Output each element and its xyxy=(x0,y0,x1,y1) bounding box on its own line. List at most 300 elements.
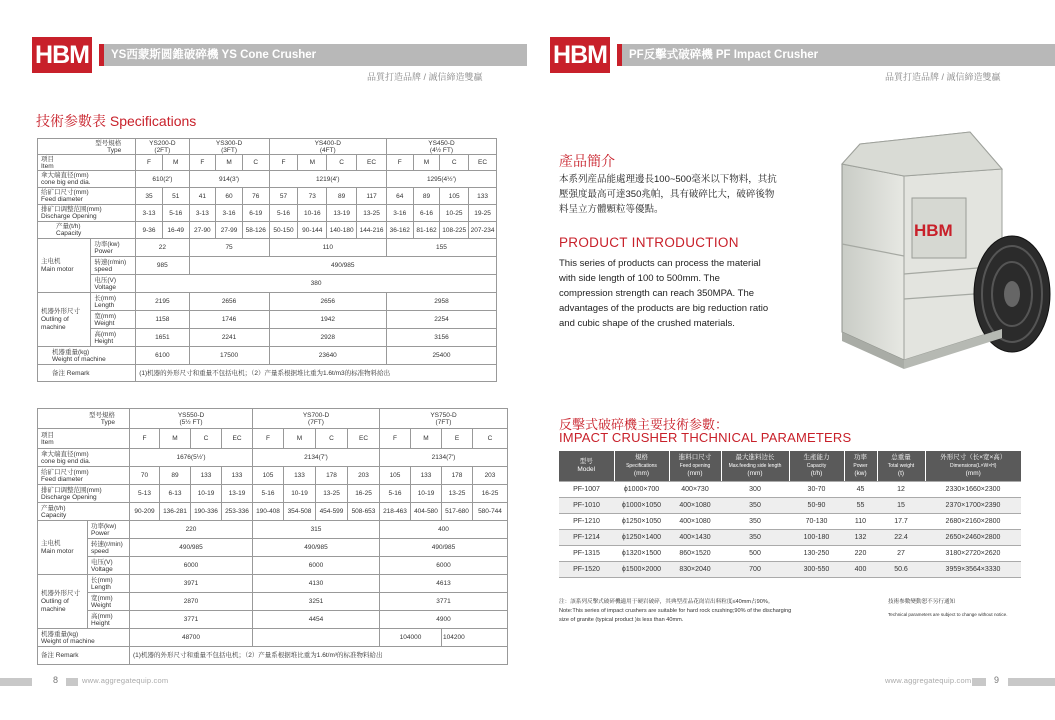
text: 型号規格 xyxy=(95,139,122,147)
table-cell: 55 xyxy=(844,497,877,513)
table-cell: F xyxy=(380,429,411,449)
subtype-row xyxy=(38,155,497,171)
table-cell xyxy=(88,611,130,629)
text: advantages of the products are big reduction ratio xyxy=(559,303,769,314)
table-cell: 454-599 xyxy=(316,503,348,521)
table-cell: C xyxy=(316,429,348,449)
text: Voltage xyxy=(91,565,113,573)
table-cell: 300 xyxy=(721,481,789,497)
text: Capacity xyxy=(56,230,82,237)
text: 机器重量(kg) xyxy=(41,630,79,638)
table-cell: 400×1430 xyxy=(669,529,721,545)
table-row xyxy=(38,311,497,329)
table-cell xyxy=(38,205,136,222)
table-cell: 104000 xyxy=(380,629,442,647)
table-cell: 144-216 xyxy=(357,222,387,239)
text: Discharge Opening xyxy=(41,213,97,220)
table-cell: 220 xyxy=(844,545,877,561)
table-cell: 64 xyxy=(386,188,413,205)
table-cell: ϕ1320×1500 xyxy=(614,545,669,561)
table-cell: 1676(5½') xyxy=(130,449,253,467)
table-cell: ϕ1500×2000 xyxy=(614,561,669,577)
table-cell: 22 xyxy=(136,239,189,257)
table-cell: PF-1520 xyxy=(559,561,614,577)
table-cell: EC xyxy=(222,429,253,449)
table-cell: 3971 xyxy=(130,575,253,593)
text: (t) xyxy=(897,469,905,477)
table-cell: 89 xyxy=(327,188,357,205)
text: Weight xyxy=(91,601,112,609)
table-cell: 517-680 xyxy=(442,503,473,521)
text: with side length of 100 to 500mm. The xyxy=(559,273,720,284)
text: 电压(V) xyxy=(94,276,117,284)
table-cell: 350 xyxy=(721,513,789,529)
text: 本系列産品能處理邊長100~500毫米以下物料，其抗 xyxy=(559,174,777,185)
text: Outling of machine xyxy=(41,315,69,331)
table-cell: 51 xyxy=(162,188,189,205)
text: YS700-D xyxy=(302,411,330,419)
text: 傘大端直径(mm) xyxy=(41,172,89,179)
text: Feed opening xyxy=(679,462,711,469)
table-cell xyxy=(38,429,130,449)
table-row xyxy=(38,575,508,593)
text: 傘大端直径(mm) xyxy=(41,450,89,458)
text: 项目 xyxy=(41,431,54,439)
table-cell: 10-19 xyxy=(191,485,222,503)
table-row xyxy=(38,275,497,293)
text: 排矿口调整范围(mm) xyxy=(41,206,102,213)
header-cell xyxy=(38,139,136,155)
table-cell: 380 xyxy=(136,275,497,293)
text: Power xyxy=(853,462,868,469)
text: 高(mm) xyxy=(94,330,117,338)
website-url[interactable]: www.aggregatequip.com xyxy=(82,676,169,685)
table-row xyxy=(559,529,1021,545)
table-cell: 300-550 xyxy=(789,561,844,577)
table-cell: 490/985 xyxy=(130,539,253,557)
text: Max.feeding side length xyxy=(728,462,782,469)
table-cell: 10-25 xyxy=(440,205,469,222)
table-cell: PF-1007 xyxy=(559,481,614,497)
table-cell: 90-209 xyxy=(130,503,160,521)
text: (mm) xyxy=(687,469,703,477)
table-cell: 700 xyxy=(721,561,789,577)
table-cell xyxy=(559,451,614,481)
table-cell: 16-25 xyxy=(473,485,508,503)
table-cell: 400×1080 xyxy=(669,497,721,513)
table-row xyxy=(38,409,508,429)
table-cell: 2330×1660×2300 xyxy=(925,481,1021,497)
table-cell xyxy=(38,171,136,188)
text: Capacity xyxy=(41,511,67,519)
table-cell: 2134(7') xyxy=(380,449,508,467)
table-cell xyxy=(38,449,130,467)
spec-title: 技術参數表 Specifications xyxy=(36,113,197,129)
table-cell: 203 xyxy=(348,467,380,485)
table-cell xyxy=(877,451,925,481)
table-cell: 133 xyxy=(222,467,253,485)
website-url[interactable]: www.aggregatequip.com xyxy=(885,676,972,685)
table-cell: 70 xyxy=(130,467,160,485)
text: Weight of machine xyxy=(41,637,95,645)
table-cell: 2656 xyxy=(189,293,269,311)
table-cell: 490/985 xyxy=(189,257,496,275)
table-cell: 13-25 xyxy=(357,205,387,222)
table-cell: 3156 xyxy=(386,329,496,347)
table-row xyxy=(38,449,508,467)
table-cell: 16-25 xyxy=(348,485,380,503)
table-cell: PF-1214 xyxy=(559,529,614,545)
table-cell: 3771 xyxy=(380,593,508,611)
table-cell xyxy=(38,188,136,205)
table-row xyxy=(559,481,1021,497)
table-cell: 400 xyxy=(380,521,508,539)
header-band xyxy=(104,44,527,66)
table-cell: 490/985 xyxy=(253,539,380,557)
text: This series of products can process the material xyxy=(559,258,761,269)
text: Power xyxy=(91,529,110,537)
table-cell: 136-281 xyxy=(160,503,191,521)
table-cell: 17.7 xyxy=(877,513,925,529)
table-cell: 2928 xyxy=(269,329,386,347)
table-row xyxy=(38,611,508,629)
table-cell xyxy=(844,451,877,481)
text: 主电机 xyxy=(41,539,61,547)
table-cell: 50-90 xyxy=(789,497,844,513)
table-cell: F xyxy=(130,429,160,449)
table-cell: 12 xyxy=(877,481,925,497)
text: (3FT) xyxy=(221,146,237,154)
table-cell: 73 xyxy=(298,188,327,205)
table-cell: 19-25 xyxy=(469,205,497,222)
table-cell xyxy=(88,557,130,575)
text: cone big end dia. xyxy=(41,179,91,186)
text: (mm) xyxy=(965,469,981,477)
table-cell xyxy=(380,409,508,429)
text: YS300-D xyxy=(215,139,243,147)
table-cell: 133 xyxy=(469,188,497,205)
text: (2FT) xyxy=(154,146,171,154)
table-cell: 22.4 xyxy=(877,529,925,545)
page-number: 8 xyxy=(53,675,59,685)
table-cell: 89 xyxy=(160,467,191,485)
table-cell: 3180×2720×2620 xyxy=(925,545,1021,561)
table-cell: C xyxy=(440,155,469,171)
table-cell: 3771 xyxy=(130,611,253,629)
table-header-row xyxy=(559,451,1021,481)
text: 转速(r/min) xyxy=(91,540,123,548)
table-cell: 350 xyxy=(721,529,789,545)
text: Feed diameter xyxy=(41,475,83,483)
table-cell xyxy=(38,239,91,293)
text: Height xyxy=(94,337,114,345)
table-cell: E xyxy=(442,429,473,449)
table-cell xyxy=(130,409,253,429)
table-cell: 203 xyxy=(473,467,508,485)
table-cell: ϕ1000×700 xyxy=(614,481,669,497)
table-cell: M xyxy=(298,155,327,171)
table-cell: ϕ1250×1050 xyxy=(614,513,669,529)
text: 技術参數變動恕不另行通知 xyxy=(888,599,956,605)
table-cell: 117 xyxy=(357,188,387,205)
table-cell: 2370×1700×2390 xyxy=(925,497,1021,513)
text: Note:This series of impact crushers are suitable for hard rock crushing;90% of the discharging xyxy=(559,608,792,614)
table-cell: 2680×2160×2800 xyxy=(925,513,1021,529)
table-cell: 110 xyxy=(844,513,877,529)
table-cell: 4613 xyxy=(380,575,508,593)
table-cell xyxy=(88,575,130,593)
table-cell: 57 xyxy=(269,188,298,205)
text: (4½ FT) xyxy=(429,146,454,154)
table-cell: 27 xyxy=(877,545,925,561)
text: YS750-D xyxy=(430,411,457,419)
text: Type xyxy=(100,418,115,426)
table-cell: 133 xyxy=(191,467,222,485)
text: Weight of machine xyxy=(52,355,106,363)
table-cell xyxy=(721,451,789,481)
text: Length xyxy=(91,583,111,591)
table-cell: 100-180 xyxy=(789,529,844,545)
table-cell: M xyxy=(216,155,243,171)
table-cell: 30-70 xyxy=(789,481,844,497)
text: YS400-D xyxy=(314,139,341,147)
table-cell: 5-16 xyxy=(162,205,189,222)
table-cell xyxy=(38,155,136,171)
table-cell: F xyxy=(189,155,216,171)
table-row xyxy=(38,557,508,575)
table-cell: 25400 xyxy=(386,347,496,365)
text: 進料口尺寸 xyxy=(678,453,712,461)
table-cell: 1651 xyxy=(136,329,189,347)
table-cell: 4130 xyxy=(253,575,380,593)
text: 型号 xyxy=(579,457,593,465)
table-cell: 914(3') xyxy=(189,171,269,188)
table-cell: 220 xyxy=(130,521,253,539)
table-cell xyxy=(38,503,130,521)
text: 宽(mm) xyxy=(94,312,117,320)
table-cell: EC xyxy=(357,155,387,171)
table-cell: 610(2') xyxy=(136,171,189,188)
table-row xyxy=(38,329,497,347)
text: Outling of machine xyxy=(41,597,69,613)
table-cell: 133 xyxy=(411,467,442,485)
table-cell: 45 xyxy=(844,481,877,497)
table-row xyxy=(38,347,497,365)
table-cell xyxy=(38,485,130,503)
table-row xyxy=(38,139,497,155)
table-cell: 27-90 xyxy=(189,222,216,239)
table-cell: 10-19 xyxy=(284,485,316,503)
footer-bar xyxy=(972,678,986,686)
text: speed xyxy=(94,265,113,273)
table-cell: C xyxy=(242,155,269,171)
text: 壓强度最高可達350兆帕，具有破碎比大，破碎後物 xyxy=(559,189,775,200)
table-cell: 35 xyxy=(136,188,163,205)
table-cell: 830×2040 xyxy=(669,561,721,577)
table-cell xyxy=(189,139,269,155)
intro-cn-title: 產品簡介 xyxy=(559,153,615,169)
subtype-row xyxy=(38,429,508,449)
text: 功率(kw) xyxy=(94,240,120,248)
table-cell: 89 xyxy=(413,188,440,205)
table-cell: 备注 Remark xyxy=(38,647,130,665)
text: (t/h) xyxy=(810,469,823,477)
table-cell xyxy=(789,451,844,481)
table-cell: M xyxy=(160,429,191,449)
text: 机器重量(kg) xyxy=(52,348,90,356)
table-cell xyxy=(91,239,136,257)
text: YS200-D xyxy=(149,139,176,147)
table-row xyxy=(38,539,508,557)
table-cell: (1)机器的外形尺寸和重量不包括电机；（2）产量系根据堆比重为1.6t/m³的标准物料給出 xyxy=(130,647,508,665)
table-cell: 2650×2460×2800 xyxy=(925,529,1021,545)
intro-en-title: PRODUCT INTRODUCTION xyxy=(559,235,739,250)
table-row xyxy=(38,205,497,222)
table-row xyxy=(38,222,497,239)
table-cell: 10-16 xyxy=(298,205,327,222)
table-cell: 1942 xyxy=(269,311,386,329)
table-cell: ϕ1000×1050 xyxy=(614,497,669,513)
text: (5½ FT) xyxy=(179,418,203,426)
table-cell: M xyxy=(413,155,440,171)
table-cell: 1158 xyxy=(136,311,189,329)
table-cell: F xyxy=(269,155,298,171)
table-cell: 105 xyxy=(253,467,284,485)
table-row xyxy=(559,497,1021,513)
text: 排矿口调整范围(mm) xyxy=(41,486,102,494)
text: 功率 xyxy=(854,453,867,461)
table-cell xyxy=(38,222,136,239)
table-cell: 580-744 xyxy=(473,503,508,521)
table-cell: 6000 xyxy=(130,557,253,575)
table-cell: 6100 xyxy=(136,347,189,365)
table-cell: 15 xyxy=(877,497,925,513)
table-row xyxy=(38,593,508,611)
table-cell: 50.6 xyxy=(877,561,925,577)
table-cell: 110 xyxy=(269,239,386,257)
table-cell xyxy=(253,409,380,429)
table-cell: 36-162 xyxy=(386,222,413,239)
params-en-title: IMPACT CRUSHER THCHNICAL PARAMETERS xyxy=(559,430,852,445)
text: 高(mm) xyxy=(91,612,113,620)
table-cell: M xyxy=(411,429,442,449)
table-cell: EC xyxy=(469,155,497,171)
table-row xyxy=(38,629,508,647)
table-cell: C xyxy=(191,429,222,449)
table-cell: F xyxy=(253,429,284,449)
remark-row xyxy=(38,647,508,665)
table-cell: F xyxy=(386,155,413,171)
table-cell: 4454 xyxy=(253,611,380,629)
text: 机器外形尺寸 xyxy=(41,589,80,597)
table-cell: 75 xyxy=(189,239,269,257)
table-cell: 2254 xyxy=(386,311,496,329)
table-cell: 190-408 xyxy=(253,503,284,521)
left-page xyxy=(0,0,527,720)
table-cell: 3-13 xyxy=(136,205,163,222)
table-cell: 6-19 xyxy=(242,205,269,222)
text: 最大進料边长 xyxy=(735,453,775,461)
table-cell: 3251 xyxy=(253,593,380,611)
table-cell: 140-180 xyxy=(327,222,357,239)
table-cell: 1295(4½') xyxy=(386,171,496,188)
table-cell xyxy=(91,311,136,329)
table-cell: 6-13 xyxy=(160,485,191,503)
table-cell: PF-1010 xyxy=(559,497,614,513)
table-row xyxy=(38,503,508,521)
text: 規格 xyxy=(635,453,648,461)
table-cell: 90-144 xyxy=(298,222,327,239)
text: 主电机 xyxy=(41,257,61,265)
text: 产量(t/h) xyxy=(41,504,66,512)
table-cell xyxy=(253,629,380,647)
table-cell: (1)机器的外形尺寸和重量不包括电机；（2）产量系根据堆比重为1.6t/m3的标准物料給出 xyxy=(136,365,497,382)
text: and cubic shape of the crushed materials. xyxy=(559,318,735,329)
table-cell xyxy=(88,539,130,557)
text: (7FT) xyxy=(308,418,324,426)
table-cell: 3-16 xyxy=(216,205,243,222)
table-cell: 5-13 xyxy=(130,485,160,503)
text: 生產能力 xyxy=(803,453,830,461)
table-cell: 400 xyxy=(844,561,877,577)
text: speed xyxy=(91,547,109,555)
table-cell xyxy=(38,409,130,429)
remark-row xyxy=(38,365,497,382)
table-cell: 2195 xyxy=(136,293,189,311)
table-row xyxy=(38,467,508,485)
text: 宽(mm) xyxy=(91,594,113,602)
table-cell: 58-126 xyxy=(242,222,269,239)
table-cell xyxy=(88,593,130,611)
table-cell: C xyxy=(327,155,357,171)
table-cell xyxy=(669,451,721,481)
table-row xyxy=(38,521,508,539)
text: 电压(V) xyxy=(91,558,113,566)
text: 总重量 xyxy=(891,453,911,461)
text: (mm) xyxy=(633,469,650,477)
text: Main motor xyxy=(41,547,74,555)
table-cell: 2241 xyxy=(189,329,269,347)
table-cell: 404-580 xyxy=(411,503,442,521)
table-cell: 105 xyxy=(380,467,411,485)
table-cell: 1219(4') xyxy=(269,171,386,188)
table-cell: 70-130 xyxy=(789,513,844,529)
text: Discharge Opening xyxy=(41,493,97,501)
text: Capacity xyxy=(806,462,827,469)
table-cell: 400×1080 xyxy=(669,513,721,529)
text: (7FT) xyxy=(435,418,452,426)
text: Feed diameter xyxy=(41,196,83,203)
table-cell xyxy=(38,347,136,365)
table-cell: EC xyxy=(348,429,380,449)
table-cell: 133 xyxy=(284,467,316,485)
table-cell: 130-250 xyxy=(789,545,844,561)
table-cell xyxy=(91,293,136,311)
table-cell: 354-508 xyxy=(284,503,316,521)
intro-en-text xyxy=(559,256,768,331)
table-cell xyxy=(38,467,130,485)
table-cell: 155 xyxy=(386,239,496,257)
table-cell: 5-16 xyxy=(269,205,298,222)
impact-params-table xyxy=(559,451,1021,578)
hbm-logo: HBM xyxy=(550,37,610,73)
table-cell: C xyxy=(473,429,508,449)
table-cell: 41 xyxy=(189,188,216,205)
table-cell: 253-336 xyxy=(222,503,253,521)
table-cell: PF-1210 xyxy=(559,513,614,529)
impact-crusher-image xyxy=(820,124,1052,376)
table-row xyxy=(38,239,497,257)
